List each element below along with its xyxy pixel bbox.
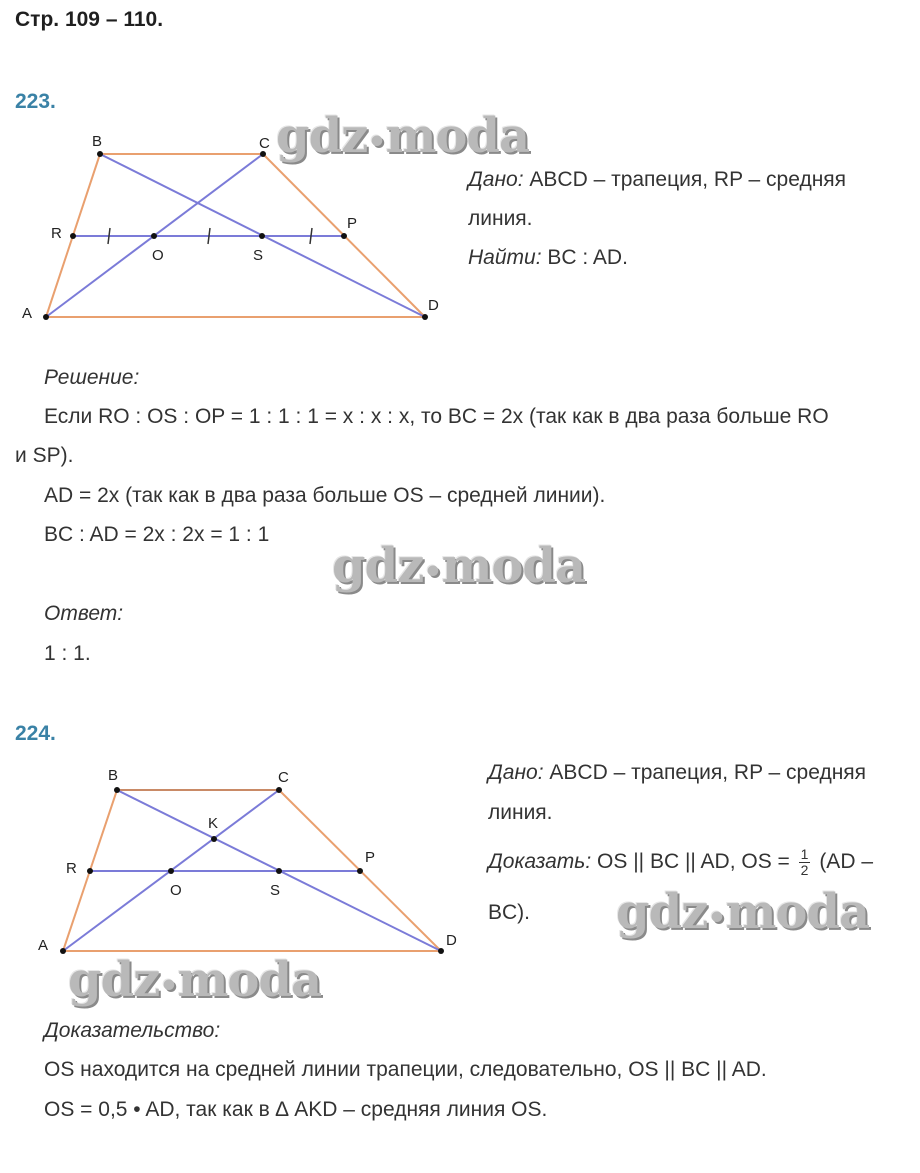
label-O: O xyxy=(170,882,182,899)
watermark-2: gdz•moda xyxy=(332,538,586,594)
label-C: C xyxy=(259,135,270,152)
task-223-answer-label: Ответ: xyxy=(44,602,124,625)
task-223-number: 223. xyxy=(15,90,56,113)
label-D: D xyxy=(446,932,457,949)
label-K: K xyxy=(208,815,219,832)
task-223-solution-line-1: Если RO : OS : OP = 1 : 1 : 1 = x : x : x, то BC = 2x (так как в два раза больше RO xyxy=(44,405,829,428)
label-R: R xyxy=(66,860,77,877)
task-224-trapezoid-figure xyxy=(0,760,480,970)
task-224-prove-cont: BC). xyxy=(488,901,530,924)
task-224-given-cont: линия. xyxy=(488,801,553,824)
label-C: C xyxy=(278,769,289,786)
watermark-1: gdz•moda xyxy=(276,108,530,164)
label-D: D xyxy=(428,297,439,314)
label-B: B xyxy=(92,133,103,150)
task-224-given: Дано: ABCD – трапеция, RP – средняя xyxy=(488,761,867,784)
task-223-solution-line-2: и SP). xyxy=(15,444,74,467)
watermark-4: gdz•moda xyxy=(68,952,322,1008)
label-P: P xyxy=(365,849,376,866)
label-P: P xyxy=(347,215,358,232)
task-224-number: 224. xyxy=(15,722,56,745)
label-B: B xyxy=(108,767,119,784)
label-S: S xyxy=(270,882,281,899)
fraction-one-half: $\frac{1}{2}$ xyxy=(800,845,809,878)
task-223-given: Дано: ABCD – трапеция, RP – средняя xyxy=(468,168,847,191)
task-224-proof-line-1: OS находится на средней линии трапеции, следовательно, OS || BC || AD. xyxy=(44,1058,767,1081)
page-reference: Стр. 109 – 110. xyxy=(15,8,164,31)
label-S: S xyxy=(253,247,264,264)
label-O: O xyxy=(152,247,164,264)
task-223-solution-line-3: AD = 2x (так как в два раза больше OS – средней линии). xyxy=(44,484,606,507)
label-R: R xyxy=(51,225,62,242)
watermark-3: gdz•moda xyxy=(616,884,870,940)
task-223-find: Найти: BC : AD. xyxy=(468,246,628,269)
task-223-answer: 1 : 1. xyxy=(44,642,91,665)
label-A: A xyxy=(38,937,49,954)
task-223-given-cont: линия. xyxy=(468,207,533,230)
task-224-proof-line-2: OS = 0,5 • AD, так как в ∆ AKD – средняя линия OS. xyxy=(44,1098,548,1121)
task-223-solution-line-4: BC : AD = 2x : 2x = 1 : 1 xyxy=(44,523,270,546)
task-223-solution-label: Решение: xyxy=(44,366,140,389)
label-A: A xyxy=(22,305,33,322)
task-224-proof-label: Доказательство: xyxy=(44,1019,221,1042)
task-224-prove: Доказать: OS || BC || AD, OS = $\frac{1}{2}$ (AD – xyxy=(488,845,873,878)
